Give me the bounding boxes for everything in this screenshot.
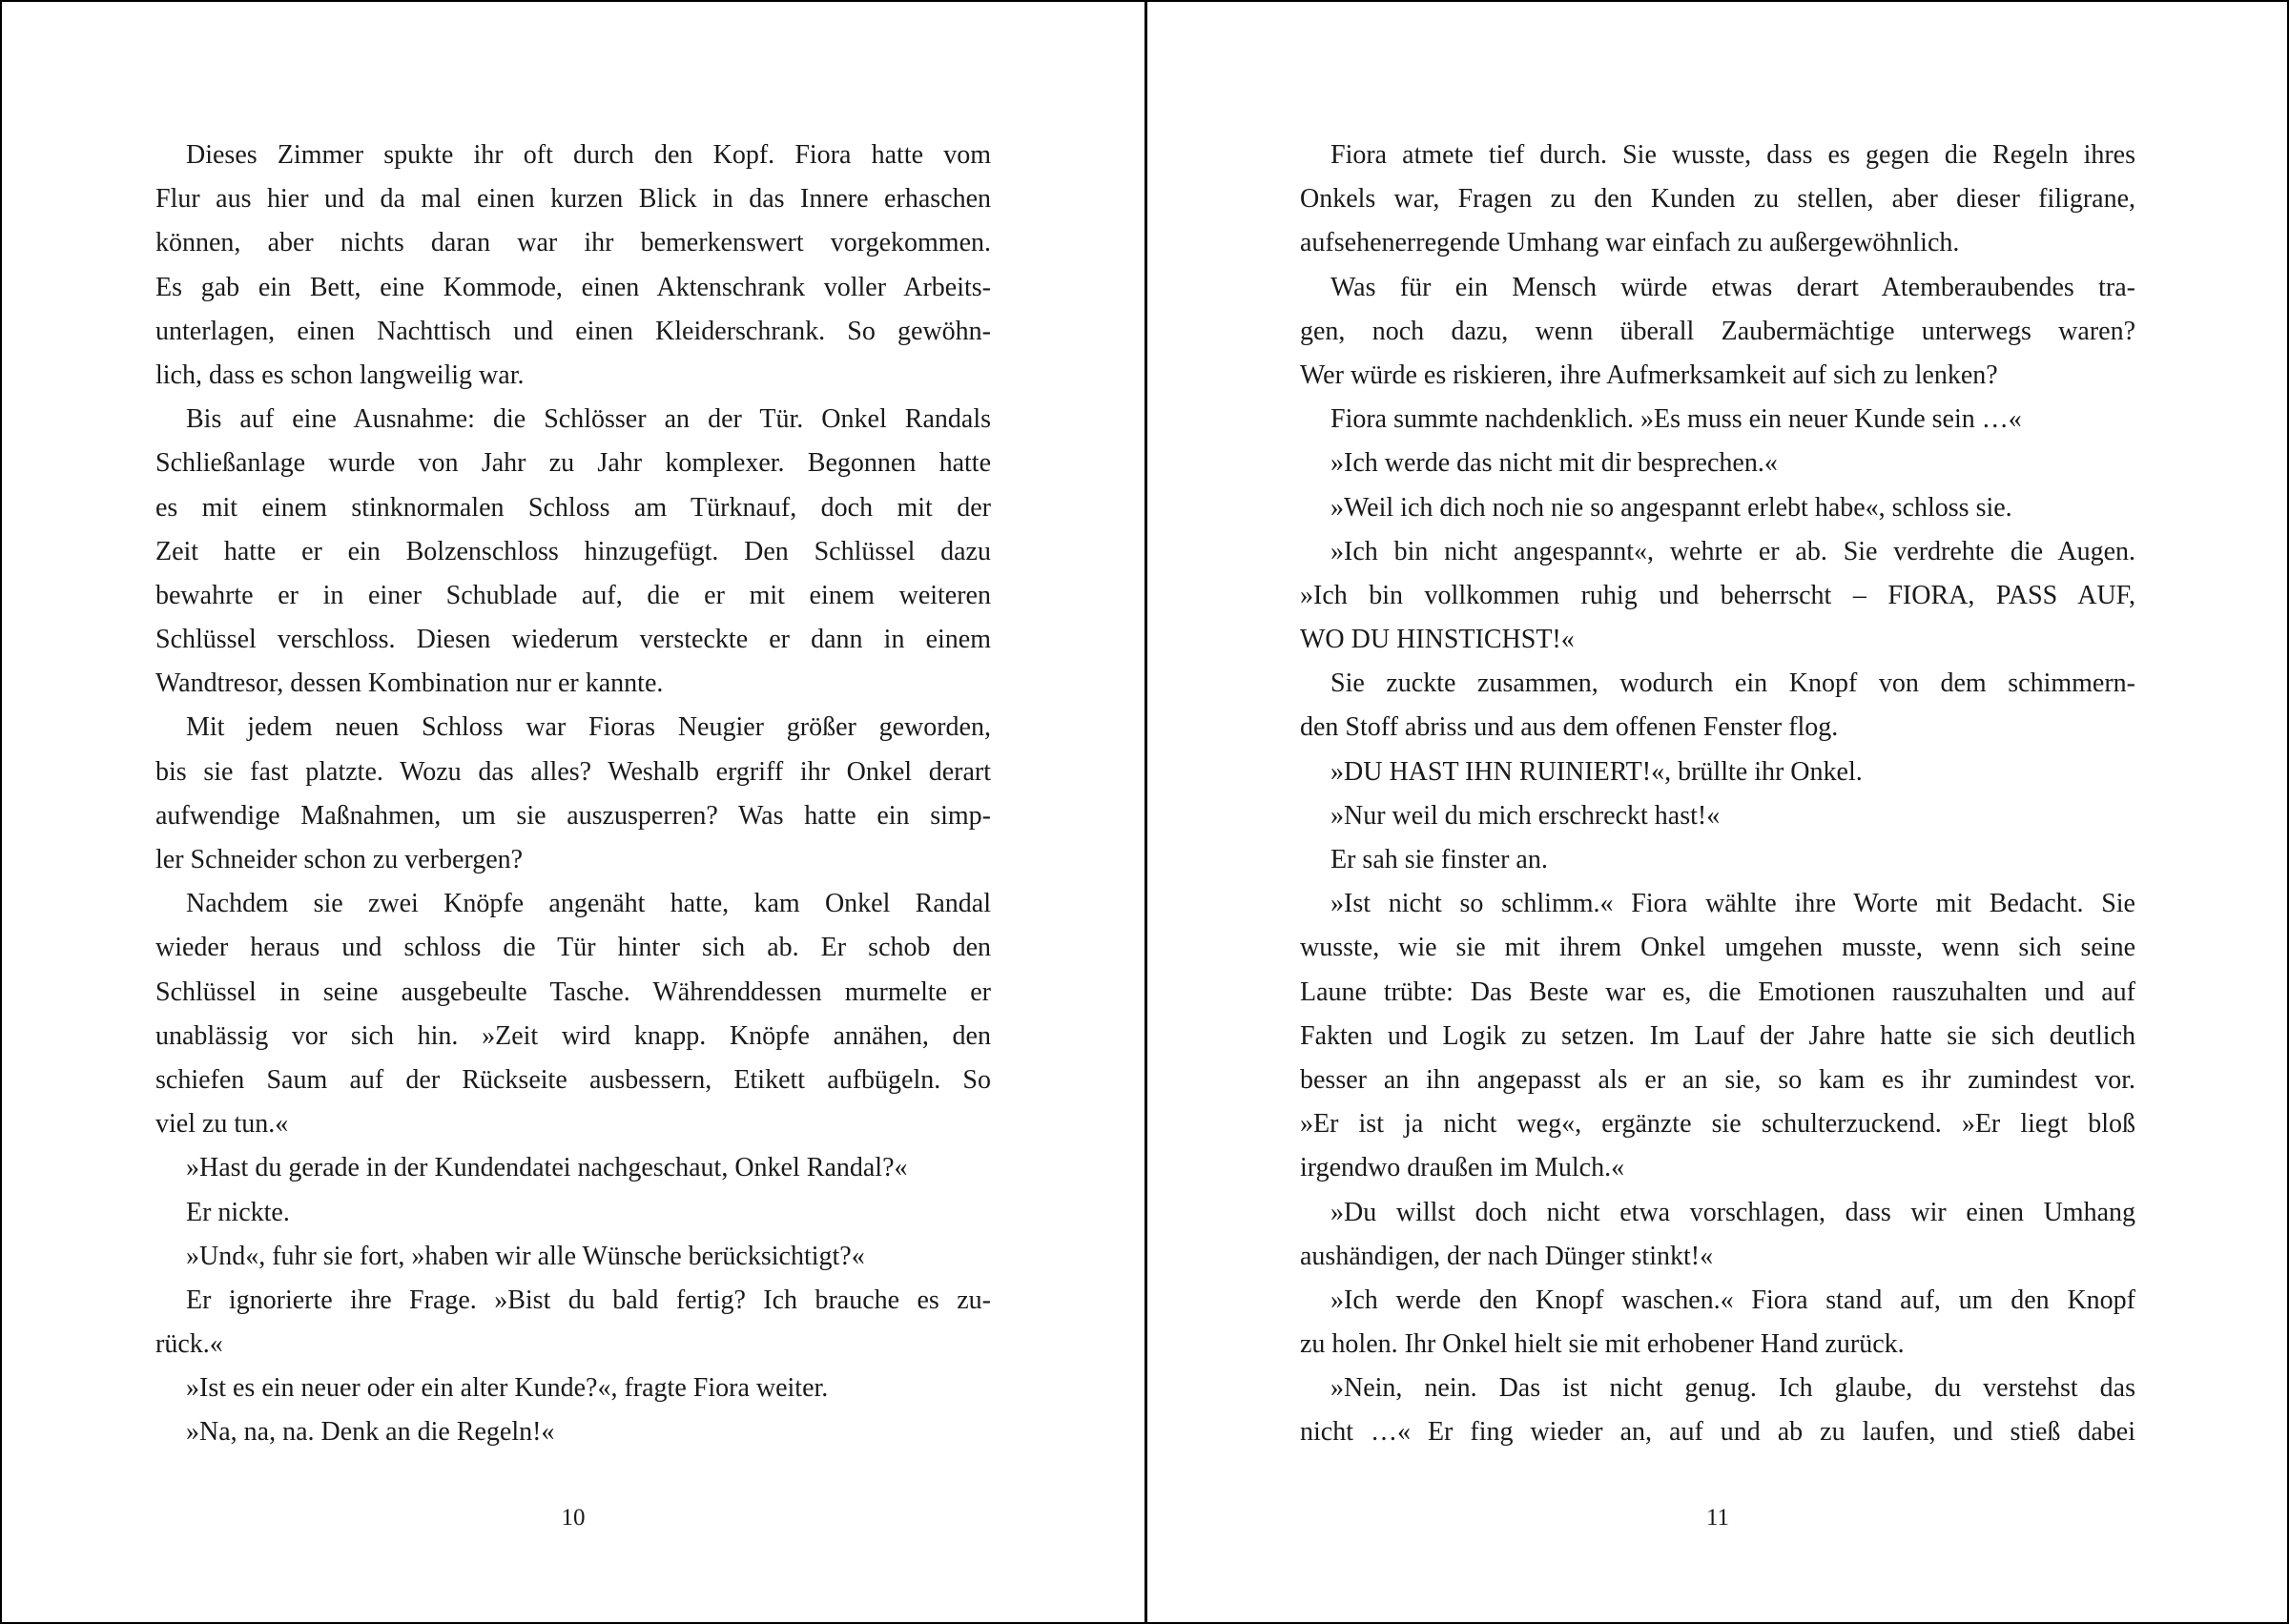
text-line: schiefen Saum auf der Rückseite ausbessern, Etikett aufbügeln. So [155,1064,991,1095]
paragraph [1300,486,2135,530]
text-line: den Stoff abriss und aus dem offenen Fenster flog. [1300,712,1839,743]
paragraph [155,1235,991,1279]
text-line: unablässig vor sich hin. »Zeit wird knapp. Knöpfe annähen, den [155,1020,991,1051]
text-line: Er sah sie finster an. [1330,845,1548,874]
text-line: Er ignorierte ihre Frage. »Bist du bald fertig? Ich brauche es zu- [186,1285,991,1315]
text-line: Nachdem sie zwei Knöpfe angenäht hatte, kam Onkel Randal [186,889,991,919]
text-line: Onkels war, Fragen zu den Kunden zu stellen, aber dieser filigrane, [1300,184,2135,215]
paragraph [155,882,991,1146]
text-line: Schlüssel in seine ausgebeulte Tasche. Währenddessen murmelte er [155,976,991,1007]
text-line: Was für ein Mensch würde etwas derart Atemberaubendes tra- [1330,272,2135,302]
text-line: rück.« [155,1329,223,1360]
text-line: Zeit hatte er ein Bolzenschloss hinzugefügt. Den Schlüssel dazu [155,536,991,566]
text-line: Flur aus hier und da mal einen kurzen Blick in das Innere erhaschen [155,184,991,215]
paragraph [155,1146,991,1190]
text-line: WO DU HINSTICHST!« [1300,625,1575,655]
paragraph [1300,530,2135,663]
text-line: Schlüssel verschloss. Diesen wiederum versteckte er dann in einem [155,625,991,655]
paragraph [1300,442,2135,485]
text-line: aufwendige Maßnahmen, um sie auszusperren? Was hatte ein simp- [155,800,991,831]
paragraph [155,134,991,398]
paragraph [155,1410,991,1454]
paragraph [1300,662,2135,750]
text-line: »Nein, nein. Das ist nicht genug. Ich glaube, du verstehst das [1330,1373,2135,1404]
text-line: es mit einem stinknormalen Schloss am Türknauf, doch mit der [155,492,991,523]
text-line: »Ich werde den Knopf waschen.« Fiora stand auf, um den Knopf [1330,1285,2135,1315]
text-line: Laune trübte: Das Beste war es, die Emotionen rauszuhalten und auf [1300,976,2135,1007]
text-line: Sie zuckte zusammen, wodurch ein Knopf von dem schimmern- [1330,668,2135,699]
right-page-text [1300,134,2135,1455]
paragraph [1300,398,2135,442]
page-number-right: 11 [1705,1505,1730,1531]
paragraph [1300,1279,2135,1367]
text-line: irgendwo draußen im Mulch.« [1300,1153,1625,1183]
text-line: »Hast du gerade in der Kundendatei nachgeschaut, Onkel Randal?« [186,1153,908,1183]
text-line: wieder heraus und schloss die Tür hinter sich ab. Er schob den [155,933,991,963]
text-line: »Du willst doch nicht etwa vorschlagen, dass wir einen Umhang [1330,1197,2135,1227]
text-line: Mit jedem neuen Schloss war Fioras Neugier größer geworden, [186,712,991,743]
text-line: ler Schneider schon zu verbergen? [155,845,524,874]
paragraph [1300,1367,2135,1454]
paragraph [1300,838,2135,882]
paragraph [155,1279,991,1367]
paragraph [155,1367,991,1410]
text-line: Fakten und Logik zu setzen. Im Lauf der Jahre hatte sie sich deutlich [1300,1020,2135,1051]
text-line: aushändigen, der nach Dünger stinkt!« [1300,1241,1714,1271]
paragraph [1300,882,2135,1190]
text-line: Fiora atmete tief durch. Sie wusste, dass es gegen die Regeln ihres [1330,140,2135,170]
text-line: Fiora summte nachdenklich. »Es muss ein neuer Kunde sein …« [1330,404,2022,435]
text-line: Dieses Zimmer spukte ihr oft durch den Kopf. Fiora hatte vom [186,140,991,170]
text-line: »Na, na, na. Denk an die Regeln!« [186,1417,555,1448]
text-line: zu holen. Ihr Onkel hielt sie mit erhobener Hand zurück. [1300,1329,1905,1360]
text-line: Bis auf eine Ausnahme: die Schlösser an der Tür. Onkel Randals [186,404,991,435]
text-line: viel zu tun.« [155,1109,289,1140]
text-line: nicht …« Er fing wieder an, auf und ab zu laufen, und stieß dabei [1300,1417,2135,1448]
page-number-left: 10 [561,1505,586,1531]
text-line: »Ich werde das nicht mit dir besprechen.« [1330,448,1778,479]
text-line: »Ist nicht so schlimm.« Fiora wählte ihre Worte mit Bedacht. Sie [1330,889,2135,919]
text-line: aufsehenerregende Umhang war einfach zu außergewöhnlich. [1300,228,1960,258]
text-line: wusste, wie sie mit ihrem Onkel umgehen musste, wenn sich seine [1300,933,2135,963]
paragraph [1300,1191,2135,1279]
page-gutter-divider [1144,0,1147,1624]
text-line: lich, dass es schon langweilig war. [155,360,525,390]
text-line: bewahrte er in einer Schublade auf, die er mit einem weiteren [155,580,991,610]
paragraph [1300,794,2135,838]
text-line: unterlagen, einen Nachttisch und einen Kleiderschrank. So gewöhn- [155,316,991,346]
text-line: »Ich bin vollkommen ruhig und beherrscht – FIORA, PASS AUF, [1300,580,2135,610]
text-line: »Und«, fuhr sie fort, »haben wir alle Wünsche berücksichtigt?« [186,1241,865,1271]
text-line: gen, noch dazu, wenn überall Zaubermächtige unterwegs waren? [1300,316,2135,346]
paragraph [155,398,991,706]
text-line: Er nickte. [186,1197,290,1227]
text-line: »Er ist ja nicht weg«, ergänzte sie schulterzuckend. »Er liegt bloß [1300,1109,2135,1140]
text-line: Schließanlage wurde von Jahr zu Jahr komplexer. Begonnen hatte [155,448,991,479]
text-line: »DU HAST IHN RUINIERT!«, brüllte ihr Onkel. [1330,756,1863,787]
paragraph [1300,750,2135,794]
text-line: »Ist es ein neuer oder ein alter Kunde?«, fragte Fiora weiter. [186,1373,829,1404]
text-line: »Nur weil du mich erschreckt hast!« [1330,800,1721,831]
paragraph [1300,266,2135,399]
text-line: Wandtresor, dessen Kombination nur er kannte. [155,668,664,699]
paragraph [155,1191,991,1235]
text-line: Es gab ein Bett, eine Kommode, einen Aktenschrank voller Arbeits- [155,272,991,302]
paragraph [155,706,991,882]
text-line: besser an ihn angepasst als er an sie, so kam es ihr zumindest vor. [1300,1064,2135,1095]
text-line: Wer würde es riskieren, ihre Aufmerksamkeit auf sich zu lenken? [1300,360,1998,390]
text-line: bis sie fast platzte. Wozu das alles? Weshalb ergriff ihr Onkel derart [155,756,991,787]
text-line: »Weil ich dich noch nie so angespannt erlebt habe«, schloss sie. [1330,492,2012,523]
text-line: können, aber nichts daran war ihr bemerkenswert vorgekommen. [155,228,991,258]
paragraph [1300,134,2135,266]
text-line: »Ich bin nicht angespannt«, wehrte er ab. Sie verdrehte die Augen. [1330,536,2135,566]
left-page-text [155,134,991,1455]
